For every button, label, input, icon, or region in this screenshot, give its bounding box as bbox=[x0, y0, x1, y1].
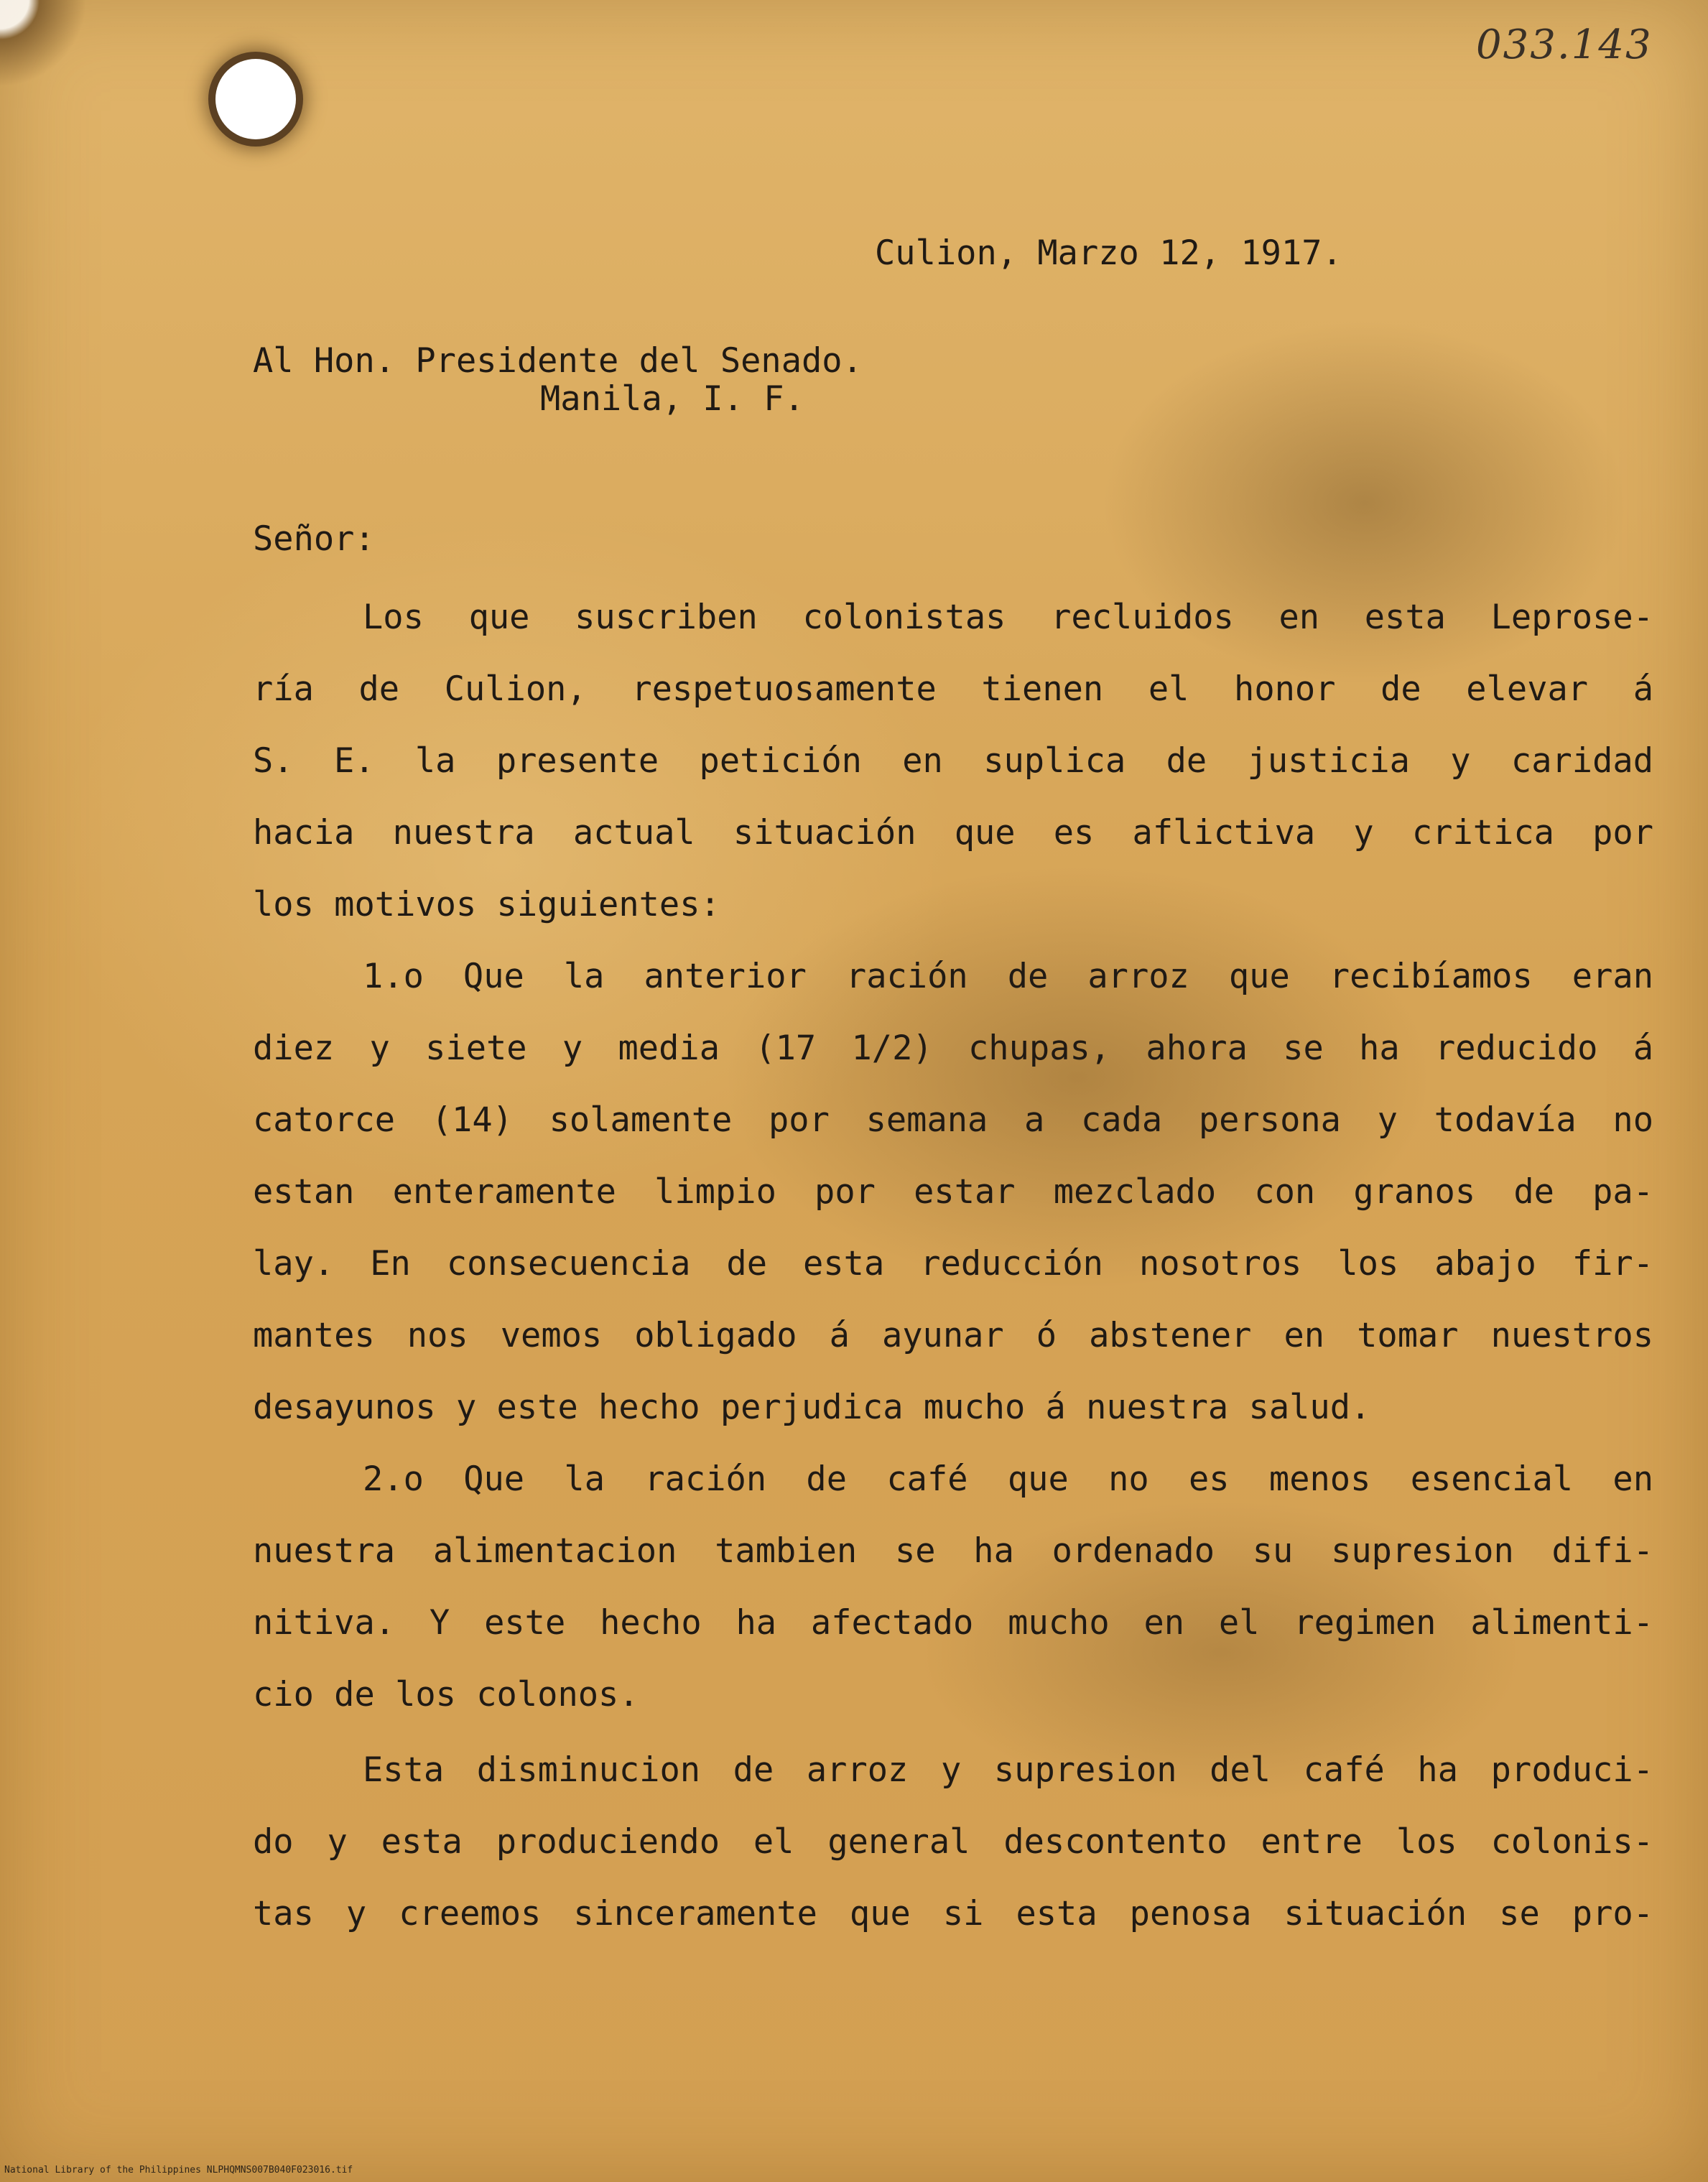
body-line: Los que suscriben colonistas recluidos en esta Leprose- bbox=[363, 598, 1653, 637]
scan-footer: National Library of the Philippines NLPHQMNS007B040F023016.tif bbox=[4, 2165, 353, 2176]
torn-corner bbox=[0, 0, 93, 93]
body-line: nitiva. Y este hecho ha afectado mucho en el regimen alimenti- bbox=[253, 1603, 1653, 1643]
body-line: do y esta produciendo el general descontento entre los colonis- bbox=[253, 1822, 1653, 1862]
body-line: 2.o Que la ración de café que no es menos esencial en bbox=[363, 1459, 1653, 1499]
body-line: los motivos siguientes: bbox=[253, 885, 720, 924]
body-line: S. E. la presente petición en suplica de justicia y caridad bbox=[253, 741, 1653, 781]
body-line: hacia nuestra actual situación que es aflictiva y critica por bbox=[253, 813, 1653, 853]
body-line: lay. En consecuencia de esta reducción nosotros los abajo fir- bbox=[253, 1244, 1653, 1283]
punch-hole bbox=[215, 59, 296, 139]
body-line: estan enteramente limpio por estar mezclado con granos de pa- bbox=[253, 1172, 1653, 1212]
body-line: mantes nos vemos obligado á ayunar ó abstener en tomar nuestros bbox=[253, 1316, 1653, 1355]
body-line: cio de los colonos. bbox=[253, 1675, 639, 1714]
body-line: nuestra alimentacion tambien se ha ordenado su supresion difi- bbox=[253, 1531, 1653, 1571]
body-line: catorce (14) solamente por semana a cada persona y todavía no bbox=[253, 1100, 1653, 1140]
addressee-title: Al Hon. Presidente del Senado. bbox=[253, 341, 863, 381]
body-line: diez y siete y media (17 1/2) chupas, ahora se ha reducido á bbox=[253, 1029, 1653, 1068]
addressee-location: Manila, I. F. bbox=[540, 379, 804, 419]
date-line: Culion, Marzo 12, 1917. bbox=[875, 233, 1342, 273]
body-line: ría de Culion, respetuosamente tienen el honor de elevar á bbox=[253, 669, 1653, 709]
salutation: Señor: bbox=[253, 519, 375, 559]
body-line: Esta disminucion de arroz y supresion del café ha produci- bbox=[363, 1750, 1653, 1790]
archive-number: 033.143 bbox=[1476, 22, 1653, 68]
body-line: tas y creemos sinceramente que si esta penosa situación se pro- bbox=[253, 1894, 1653, 1933]
body-line: desayunos y este hecho perjudica mucho á nuestra salud. bbox=[253, 1388, 1371, 1427]
body-line: 1.o Que la anterior ración de arroz que recibíamos eran bbox=[363, 957, 1653, 996]
